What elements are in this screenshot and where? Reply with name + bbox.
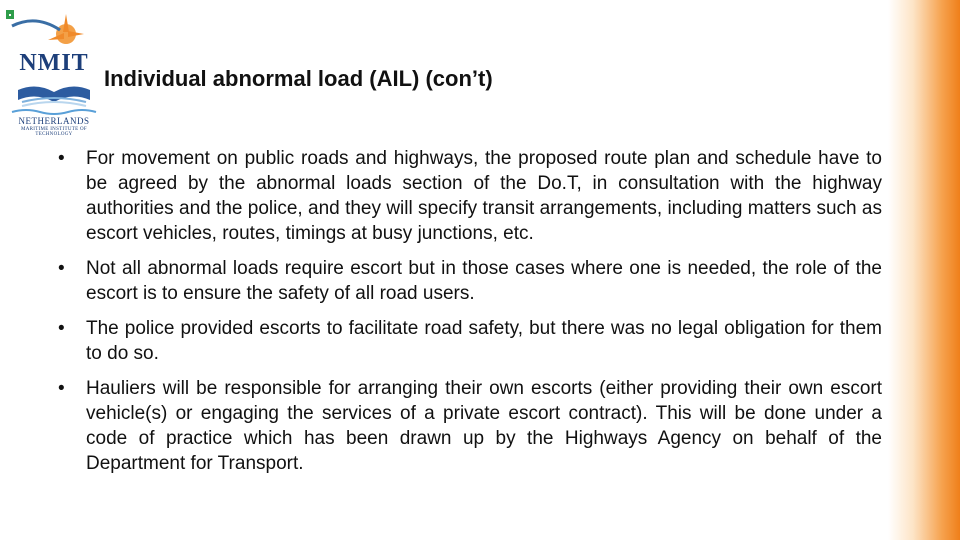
logo-subtitle: NETHERLANDS bbox=[18, 116, 90, 126]
slide-title: Individual abnormal load (AIL) (con’t) bbox=[104, 66, 493, 91]
decorative-orange-band bbox=[888, 0, 960, 540]
bullet-item: • Not all abnormal loads require escort but in those cases where one is needed, the role of the escort is to ensure the safety of all road users. bbox=[58, 256, 882, 306]
bullet-list bbox=[58, 146, 882, 486]
logo-tagline: MARITIME INSTITUTE OF TECHNOLOGY bbox=[20, 127, 88, 137]
bullet-item: • Hauliers will be responsible for arranging their own escorts (either providing their own escort vehicle(s) or engaging the services of a private escort contract). This will be done under a code of practice which has been drawn up by the Highways Agency on behalf of the Department for Transport. bbox=[58, 376, 882, 476]
logo-wordmark: NMIT bbox=[19, 50, 89, 76]
bullet-item: • The police provided escorts to facilitate road safety, but there was no legal obligation for them to do so. bbox=[58, 316, 882, 366]
bullet-item: • For movement on public roads and highways, the proposed route plan and schedule have to be agreed by the abnormal loads section of the Do.T, in consultation with the highway authorities and the police, and they will specify transit arrangements, including matters such as escort vehicles, routes, timings at busy junctions, etc. bbox=[58, 146, 882, 246]
nmit-logo bbox=[6, 6, 102, 137]
